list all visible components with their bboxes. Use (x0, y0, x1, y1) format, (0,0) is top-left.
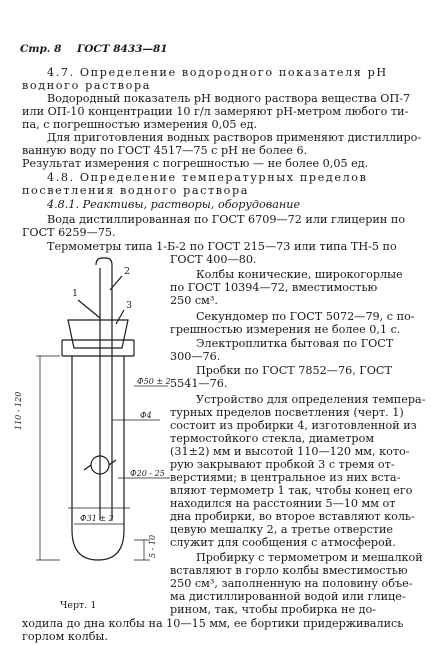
callout-1: 1 (72, 288, 79, 299)
callout-3: 3 (126, 300, 133, 311)
callout-2: 2 (124, 266, 131, 277)
text-line: вставляют в горло колбы вместимостью (170, 564, 408, 577)
dimension-thermometer-diameter: Ф4 (140, 411, 152, 420)
text-line: Термометры типа 1-Б-2 по ГОСТ 215—73 или типа ТН-5 по (47, 240, 397, 253)
text-line: Результат измерения с погрешностью — не более 0,05 ед. (22, 157, 369, 170)
text-line: или ОП-10 концентрации 10 г/л замеряют рН-метром любого ти- (22, 105, 409, 118)
text-line: рую закрывают пробкой 3 с тремя от- (170, 458, 395, 471)
text-line: Водородный показатель рН водного раствора вещества ОП-7 (47, 92, 411, 105)
text-line: вляют термометр 1 так, чтобы конец его (170, 484, 413, 497)
section-4-7-heading-cont: водного раствора (22, 79, 152, 92)
text-line: (31±2) мм и высотой 110—120 мм, кото- (170, 445, 410, 458)
dimension-tube-diameter: Ф31 ± 2 (80, 514, 114, 523)
text-line: ванную воду по ГОСТ 4517—75 с рН не более 6. (22, 144, 308, 157)
text-line: состоит из пробирки 4, изготовленной из (170, 419, 417, 432)
text-line: Секундомер по ГОСТ 5072—79, с по- (196, 310, 415, 323)
text-line: по ГОСТ 10394—72, вместимостью (170, 281, 378, 294)
text-line: 300—76. (170, 350, 221, 363)
text-line: находился на расстоянии 5—10 мм от (170, 497, 396, 510)
text-line: па, с погрешностью измерения 0,05 ед. (22, 118, 258, 131)
dimension-outer-diameter: Ф50 ± 2 (137, 377, 171, 386)
figure-caption: Черт. 1 (60, 600, 97, 611)
text-line: турных пределов посветления (черт. 1) (170, 406, 404, 419)
text-line: 5541—76. (170, 377, 228, 390)
text-line: Пробки по ГОСТ 7852—76, ГОСТ (196, 364, 392, 377)
standard-number: ГОСТ 8433—81 (77, 43, 168, 55)
text-line: ГОСТ 400—80. (170, 253, 257, 266)
text-line: цевую мешалку 2, а третье отверстие (170, 523, 394, 536)
subsection-4-8-1-heading: 4.8.1. Реактивы, растворы, оборудование (47, 198, 301, 211)
text-line: 250 см³, заполненную на половину объе- (170, 577, 413, 590)
text-line: ГОСТ 6259—75. (22, 226, 116, 239)
text-line: Устройство для определения темпера- (196, 393, 426, 406)
text-line: горлом колбы. (22, 630, 108, 643)
dimension-bottom-gap: 5 - 10 (148, 534, 157, 558)
section-4-7-heading: 4.7. Определение водородного показателя рН (47, 66, 388, 79)
text-line: ходила до дна колбы на 10—15 мм, ее бортики придерживались (22, 617, 404, 630)
text-line: Колбы конические, широкогорлые (196, 268, 403, 281)
text-line: Пробирку с термометром и мешалкой (196, 551, 423, 564)
text-line: верстиями; в центральное из них вста- (170, 471, 401, 484)
page-number: Стр. 8 (20, 43, 62, 55)
text-line: термостойкого стекла, диаметром (170, 432, 375, 445)
section-4-8-heading-cont: посветления водного раствора (22, 184, 250, 197)
text-line: Вода дистиллированная по ГОСТ 6709—72 или глицерин по (47, 213, 406, 226)
text-line: дна пробирки, во второе вставляют коль- (170, 510, 415, 523)
text-line: грешностью измерения не более 0,1 с. (170, 323, 401, 336)
text-line: ма дистиллированной водой или глице- (170, 590, 406, 603)
text-line: рином, так, чтобы пробирка не до- (170, 603, 377, 616)
text-line: 250 см³. (170, 294, 218, 307)
text-line: Для приготовления водных растворов применяют дистиллиро- (47, 131, 422, 144)
section-4-8-heading: 4.8. Определение температурных пределов (47, 171, 368, 184)
dimension-tube-height: 110 - 120 (14, 391, 23, 430)
text-line: Электроплитка бытовая по ГОСТ (196, 337, 394, 350)
dimension-stirrer-diameter: Ф20 - 25 (130, 469, 165, 478)
text-line: служит для сообщения с атмосферой. (170, 536, 396, 549)
